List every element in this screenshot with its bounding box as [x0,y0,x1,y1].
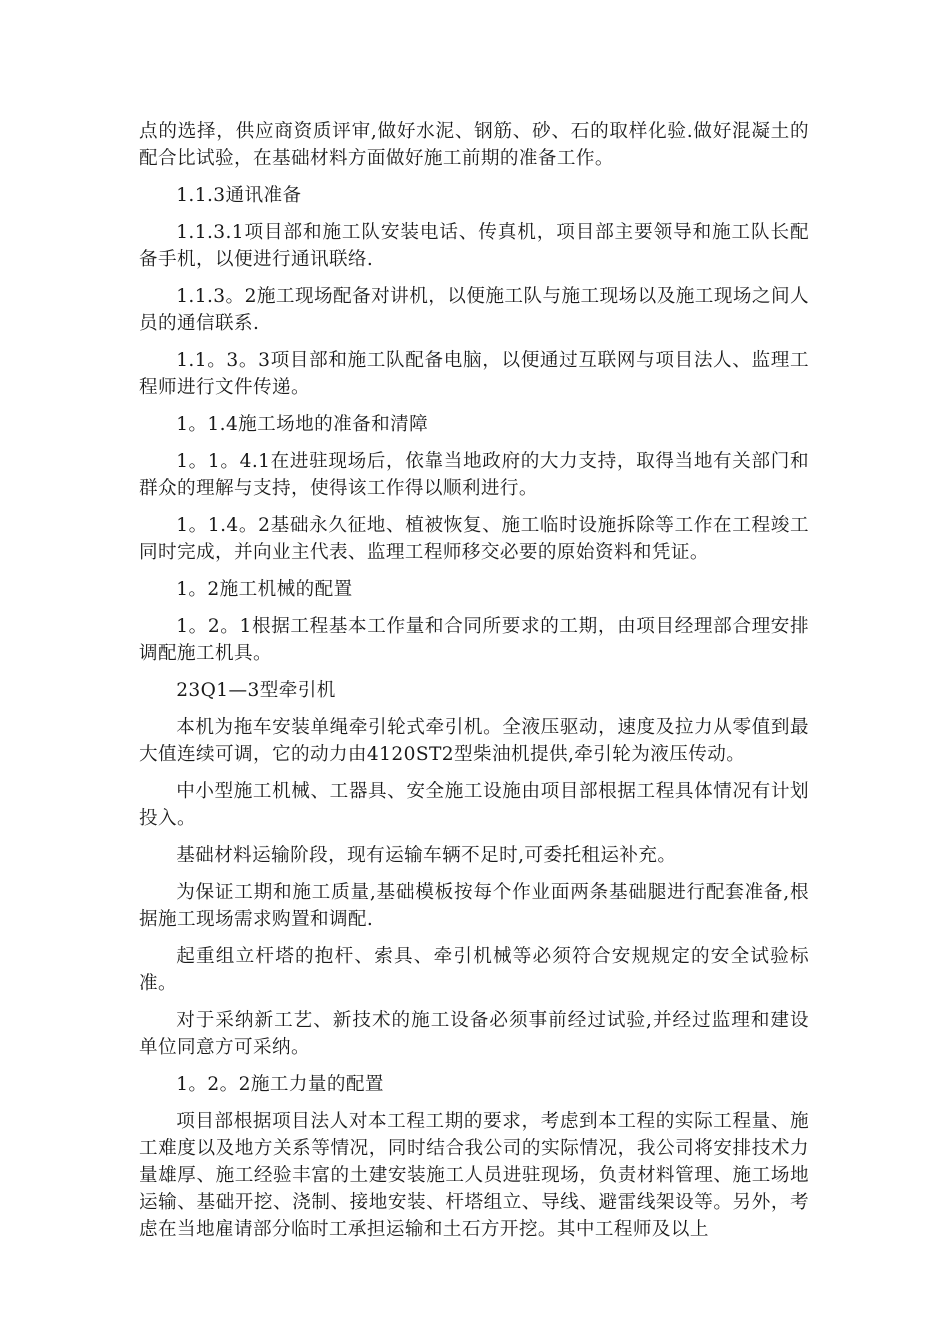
paragraph: 基础材料运输阶段，现有运输车辆不足时,可委托租运补充。 [176,845,677,866]
document-body [139,118,809,1253]
section-heading: 1。2。2施工力量的配置 [176,1074,384,1095]
section-heading: 1.1.3通讯准备 [176,185,302,206]
paragraph: 为保证工期和施工质量,基础模板按每个作业面两条基础腿进行配套准备,根据施工现场需求购置和调配. [139,882,809,930]
paragraph: 项目部根据项目法人对本工程工期的要求，考虑到本工程的实际工程量、施工难度以及地方关系等情况，同时结合我公司的实际情况，我公司将安排技术力量雄厚、施工经验丰富的土建安装施工人员进驻现场，负责材料管理、施工场地运输、基础开挖、浇制、接地安装、杆塔组立、导线、避雷线架设等。另外，考虑在当地雇请部分临时工承担运输和土石方开挖。其中工程师及以上 [139,1111,809,1240]
paragraph: 本机为拖车安装单绳牵引轮式牵引机。全液压驱动，速度及拉力从零值到最大值连续可调，它的动力由4120ST2型柴油机提供,牵引轮为液压传动。 [139,717,809,765]
equipment-heading: 23Q1—3型牵引机 [176,680,336,701]
paragraph: 点的选择，供应商资质评审,做好水泥、钢筋、砂、石的取样化验.做好混凝土的配合比试验，在基础材料方面做好施工前期的准备工作。 [139,121,809,169]
paragraph: 1。2。1根据工程基本工作量和合同所要求的工期，由项目经理部合理安排调配施工机具。 [139,616,809,664]
paragraph: 中小型施工机械、工器具、安全施工设施由项目部根据工程具体情况有计划投入。 [139,781,809,829]
paragraph: 1。1。4.1在进驻现场后，依靠当地政府的大力支持，取得当地有关部门和群众的理解与支持，使得该工作得以顺利进行。 [139,451,809,499]
paragraph: 1.1。3。3项目部和施工队配备电脑，以便通过互联网与项目法人、监理工程师进行文件传递。 [139,350,809,398]
paragraph: 1.1.3.1项目部和施工队安装电话、传真机，项目部主要领导和施工队长配备手机，以便进行通讯联络. [139,222,809,270]
section-heading: 1。1.4施工场地的准备和清障 [176,414,429,435]
paragraph: 1。1.4。2基础永久征地、植被恢复、施工临时设施拆除等工作在工程竣工同时完成，并向业主代表、监理工程师移交必要的原始资料和凭证。 [139,515,809,563]
paragraph: 起重组立杆塔的抱杆、索具、牵引机械等必须符合安规规定的安全试验标准。 [139,946,809,994]
section-heading: 1。2施工机械的配置 [176,579,353,600]
paragraph: 对于采纳新工艺、新技术的施工设备必须事前经过试验,并经过监理和建设单位同意方可采纳。 [139,1010,809,1058]
paragraph: 1.1.3。2施工现场配备对讲机，以便施工队与施工现场以及施工现场之间人员的通信联系. [139,286,809,334]
